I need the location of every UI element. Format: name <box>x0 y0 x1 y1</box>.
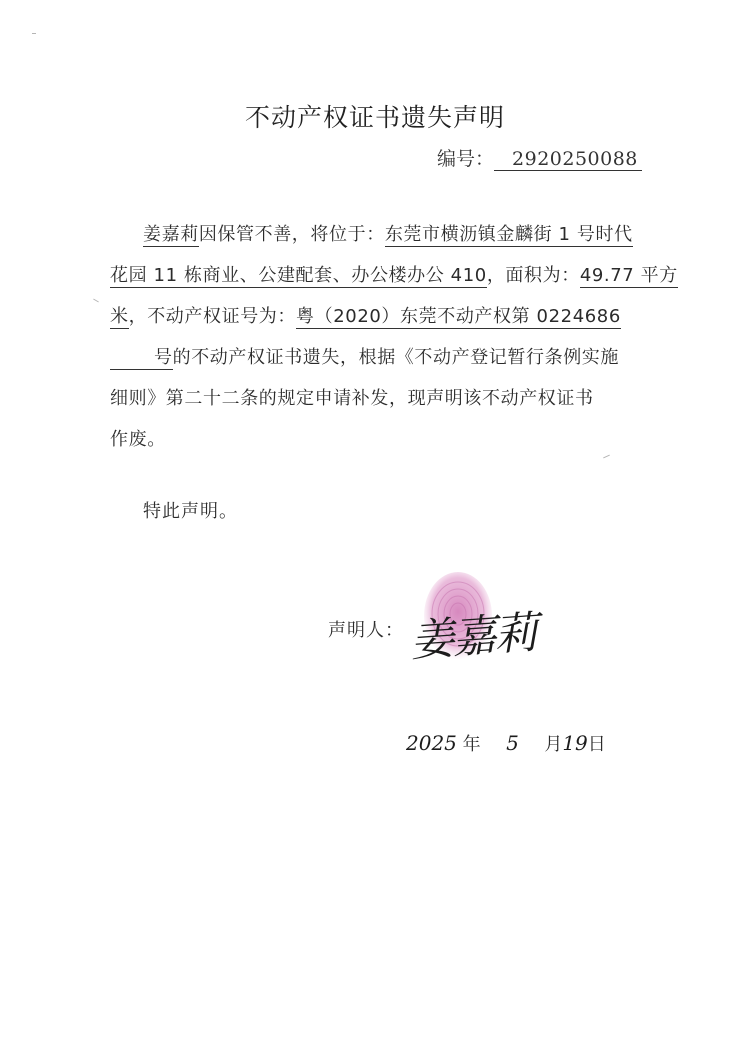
body-line-5: 细则》第二十二条的规定申请补发，现声明该不动产权证书 <box>110 388 594 409</box>
body-line-2 <box>110 255 678 296</box>
body-line-6: 作废。 <box>110 429 166 450</box>
certificate-number: 粤（2020）东莞不动产权第 0224686 <box>296 306 621 327</box>
closing-statement: 特此声明。 <box>143 501 238 522</box>
document-title: 不动产权证书遗失声明 <box>244 103 505 132</box>
address-line-2: 花园 11 栋商业、公建配套、办公楼办公 410 <box>110 265 487 286</box>
person-name: 姜嘉莉 <box>143 224 199 245</box>
address-line-1: 东莞市横沥镇金麟街 1 号时代 <box>384 224 633 245</box>
body-text-1: 因保管不善，将位于： <box>198 224 385 245</box>
body-line-3 <box>110 296 640 337</box>
body-line-1 <box>110 214 640 255</box>
document-number <box>437 144 642 171</box>
area-value: 49.77 平方 <box>579 265 678 286</box>
date-year-unit: 年 <box>462 734 481 755</box>
number-value: 2920250088 <box>494 148 642 171</box>
area-unit: 米 <box>110 306 129 327</box>
date-month: 5 <box>506 731 519 755</box>
date-year: 2025 <box>406 731 457 755</box>
body-line-4 <box>110 337 640 378</box>
date-day-unit: 日 <box>587 734 606 755</box>
declarant-label: 声明人： <box>328 620 404 641</box>
declaration-body <box>110 214 678 460</box>
body-text-2: ，面积为： <box>486 265 580 286</box>
number-label: 编号： <box>437 148 495 170</box>
handwritten-signature: 姜嘉莉 <box>408 607 538 667</box>
scan-mark <box>93 299 99 303</box>
declaration-date <box>406 730 606 756</box>
scan-mark <box>32 33 36 34</box>
certificate-number-suffix: 号 <box>110 347 173 370</box>
body-text-3: ，不动产权证号为： <box>128 306 297 327</box>
body-text-5: 的不动产权证书遗失，根据《不动产登记暂行条例实施 <box>172 347 620 368</box>
date-month-unit: 月 <box>544 734 563 755</box>
date-day: 19 <box>562 731 588 755</box>
